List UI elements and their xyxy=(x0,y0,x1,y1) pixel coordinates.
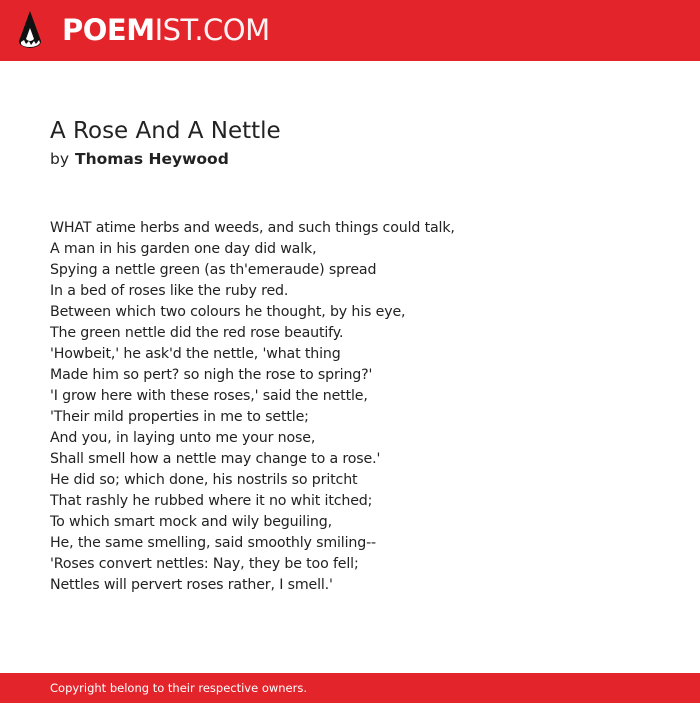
byline xyxy=(50,148,650,170)
poem-line: Nettles will pervert roses rather, I smell.' xyxy=(50,577,333,593)
copyright-notice: Copyright belong to their respective owners. xyxy=(50,681,308,695)
poem-line: WHAT atime herbs and weeds, and such things could talk, xyxy=(50,220,455,236)
poem-line: That rashly he rubbed where it no whit itched; xyxy=(50,493,373,509)
poem-line: He, the same smelling, said smoothly smiling-- xyxy=(50,535,377,551)
site-footer xyxy=(0,673,700,703)
poem-line: A man in his garden one day did walk, xyxy=(50,241,317,257)
poem-line: The green nettle did the red rose beautify. xyxy=(50,325,344,341)
poem-title: A Rose And A Nettle xyxy=(50,118,281,144)
site-header xyxy=(0,0,700,61)
poem-header xyxy=(50,115,650,170)
poem-line: And you, in laying unto me your nose, xyxy=(50,430,316,446)
poem-line: Between which two colours he thought, by his eye, xyxy=(50,304,406,320)
poem-line: He did so; which done, his nostrils so pritcht xyxy=(50,472,358,488)
poem-body xyxy=(50,218,670,596)
logo-light-text: IST.COM xyxy=(154,13,270,47)
poem-line: 'Howbeit,' he ask'd the nettle, 'what thing xyxy=(50,346,341,362)
poem-line: 'I grow here with these roses,' said the nettle, xyxy=(50,388,368,404)
poem-line: In a bed of roses like the ruby red. xyxy=(50,283,289,299)
by-label: by xyxy=(50,150,70,168)
poem-line: Made him so pert? so nigh the rose to spring?' xyxy=(50,367,373,383)
logo-bold-text: POEM xyxy=(62,13,155,47)
author-name: Thomas Heywood xyxy=(75,150,229,168)
site-logo[interactable] xyxy=(62,12,270,48)
poem-line: Spying a nettle green (as th'emeraude) spread xyxy=(50,262,377,278)
poem-line: 'Their mild properties in me to settle; xyxy=(50,409,309,425)
poem-line: To which smart mock and wily beguiling, xyxy=(50,514,332,530)
poem-line: Shall smell how a nettle may change to a rose.' xyxy=(50,451,381,467)
poem-line: 'Roses convert nettles: Nay, they be too fell; xyxy=(50,556,359,572)
pen-nib-icon[interactable] xyxy=(17,10,43,50)
